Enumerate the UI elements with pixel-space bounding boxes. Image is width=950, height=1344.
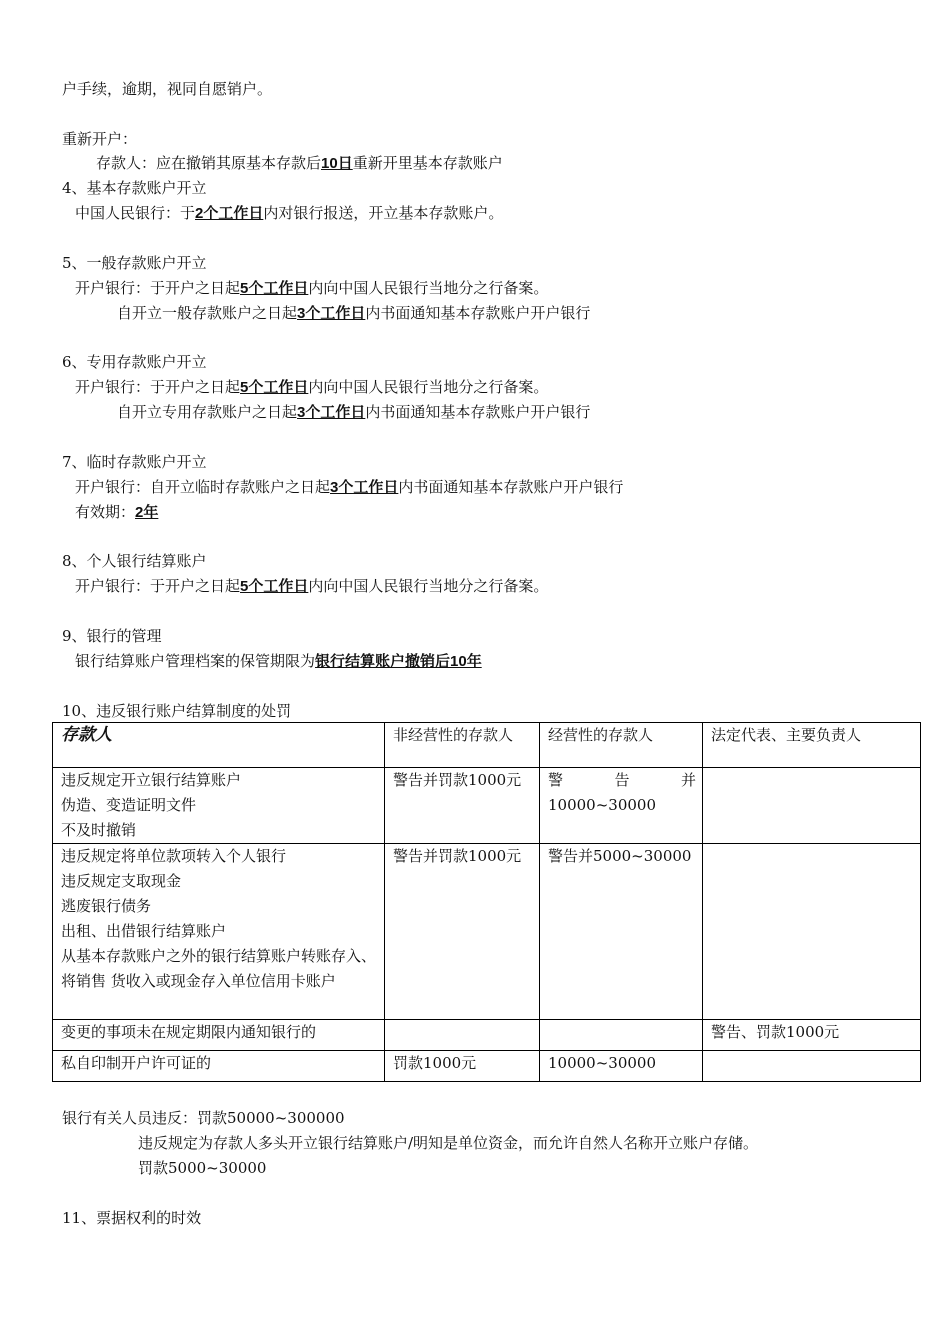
text-line: 违反规定为存款人多头开立银行结算账户/明知是单位资金，而允许自然人名称开立账户存储。 — [138, 1134, 759, 1152]
table-row — [53, 844, 921, 1020]
table-row — [53, 1020, 921, 1051]
section-title: 11、票据权利的时效 — [62, 1209, 202, 1227]
text-line: 开户银行：自开立临时存款账户之日起3个工作日内书面通知基本存款账户开户银行 — [75, 478, 624, 496]
section-title: 5、一般存款账户开立 — [62, 254, 207, 272]
section-title: 8、个人银行结算账户 — [62, 552, 207, 570]
table-cell: 罚款1000元 — [385, 1051, 540, 1082]
table-cell: 警告并罚款1000元 — [385, 844, 540, 1020]
table-cell: 私自印制开户许可证的 — [53, 1051, 385, 1082]
section-title: 7、临时存款账户开立 — [62, 453, 207, 471]
text-line: 罚款5000~30000 — [138, 1159, 267, 1177]
table-cell: 违反规定开立银行结算账户 伪造、变造证明文件 不及时撤销 — [53, 768, 385, 844]
section-title: 10、违反银行账户结算制度的处罚 — [62, 702, 292, 720]
table-cell: 警告、罚款1000元 — [703, 1020, 921, 1051]
table-cell — [703, 844, 921, 1020]
table-header-row — [53, 723, 921, 768]
table-row — [53, 1051, 921, 1082]
text-line: 开户银行：于开户之日起5个工作日内向中国人民银行当地分之行备案。 — [75, 378, 549, 396]
table-cell: 变更的事项未在规定期限内通知银行的 — [53, 1020, 385, 1051]
text-line: 中国人民银行：于2个工作日内对银行报送，开立基本存款账户。 — [75, 204, 504, 222]
text-line: 银行结算账户管理档案的保管期限为银行结算账户撤销后10年 — [75, 652, 482, 670]
text-line: 有效期：2年 — [75, 503, 159, 521]
penalty-table — [52, 722, 921, 1082]
table-cell: 警告并5000~30000 — [540, 844, 703, 1020]
header-cell: 存款人 — [53, 723, 385, 768]
text-line: 自开立一般存款账户之日起3个工作日内书面通知基本存款账户开户银行 — [117, 304, 591, 322]
text-line: 户手续，逾期，视同自愿销户。 — [62, 80, 273, 98]
header-cell: 非经营性的存款人 — [385, 723, 540, 768]
section-title: 6、专用存款账户开立 — [62, 353, 207, 371]
header-cell: 经营性的存款人 — [540, 723, 703, 768]
text-line: 开户银行：于开户之日起5个工作日内向中国人民银行当地分之行备案。 — [75, 279, 549, 297]
text-line: 存款人：应在撤销其原基本存款后10日重新开里基本存款账户 — [96, 154, 503, 172]
table-cell — [385, 1020, 540, 1051]
text-line: 开户银行：于开户之日起5个工作日内向中国人民银行当地分之行备案。 — [75, 577, 549, 595]
section-title: 4、基本存款账户开立 — [62, 179, 207, 197]
table-cell: 违反规定将单位款项转入个人银行 违反规定支取现金 逃废银行债务 出租、出借银行结算账户 从基本存款账户之外的银行结算账户转账存入、将销售 货收入或现金存入单位信用卡账户 — [53, 844, 385, 1020]
table-cell: 10000~30000 — [540, 1051, 703, 1082]
section-title: 9、银行的管理 — [62, 627, 162, 645]
table-cell — [703, 1051, 921, 1082]
table-cell: 警告并罚款1000元 — [385, 768, 540, 844]
table-cell — [540, 1020, 703, 1051]
table-row — [53, 768, 921, 844]
table-cell — [703, 768, 921, 844]
text-line: 自开立专用存款账户之日起3个工作日内书面通知基本存款账户开户银行 — [117, 403, 591, 421]
header-cell: 法定代表、主要负责人 — [703, 723, 921, 768]
section-title: 重新开户： — [62, 130, 138, 148]
text-line: 银行有关人员违反：罚款50000~300000 — [62, 1109, 345, 1127]
table-cell: 警 告 并 10000~30000 — [540, 768, 703, 844]
